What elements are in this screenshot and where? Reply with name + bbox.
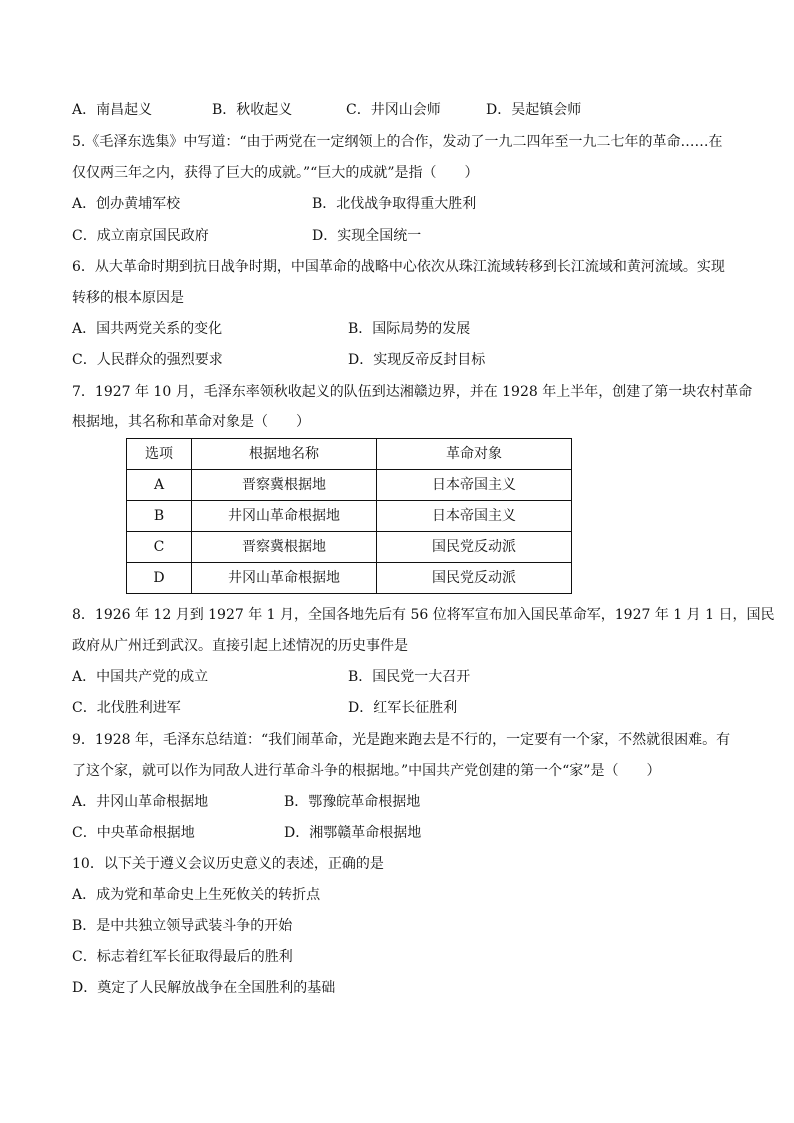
table-cell: 晋察冀根据地 [192,532,377,563]
q5-option-d[interactable]: D．实现全国统一 [312,228,422,244]
table-cell: A [127,470,192,501]
q10-option-b[interactable]: B．是中共独立领导武装斗争的开始 [72,918,293,934]
q8-option-c[interactable]: C．北伐胜利进军 [72,700,181,716]
table-cell: D [127,563,192,594]
table-cell: 井冈山革命根据地 [192,501,377,532]
q10-option-a[interactable]: A．成为党和革命史上生死攸关的转折点 [72,887,321,903]
q9-option-a[interactable]: A．井冈山革命根据地 [72,794,209,810]
table-header-row [127,439,572,470]
q8-stem-line-2: 政府从广州迁到武汉。直接引起上述情况的历史事件是 [72,638,408,654]
q6-stem-line-2: 转移的根本原因是 [72,290,184,306]
q4-option-a[interactable]: A．南昌起义 [72,102,153,118]
q6-option-c[interactable]: C．人民群众的强烈要求 [72,352,223,368]
q8-option-b[interactable]: B．国民党一大召开 [348,669,471,685]
q6-option-d[interactable]: D．实现反帝反封目标 [348,352,486,368]
table-row [127,532,572,563]
table-cell: 国民党反动派 [377,532,572,563]
q4-option-b[interactable]: B．秋收起义 [212,102,293,118]
q10-option-c[interactable]: C．标志着红军长征取得最后的胜利 [72,949,293,965]
q5-option-a[interactable]: A．创办黄埔军校 [72,196,181,212]
table-header-target: 革命对象 [377,439,572,470]
q6-stem-line-1: 6．从大革命时期到抗日战争时期，中国革命的战略中心依次从珠江流域转移到长江流域和黄河流域。实现 [72,259,725,275]
q8-option-d[interactable]: D．红军长征胜利 [348,700,458,716]
table-cell: 晋察冀根据地 [192,470,377,501]
q8-stem-line-1: 8．1926 年 12 月到 1927 年 1 月，全国各地先后有 56 位将军宣布加入国民革命军，1927 年 1 月 1 日，国民 [72,607,775,623]
table-row [127,501,572,532]
q7-stem-line-1: 7．1927 年 10 月，毛泽东率领秋收起义的队伍到达湘赣边界，并在 1928 年上半年，创建了第一块农村革命 [72,384,753,400]
table-cell: 日本帝国主义 [377,470,572,501]
table-cell: C [127,532,192,563]
table-cell: 国民党反动派 [377,563,572,594]
q5-option-b[interactable]: B．北伐战争取得重大胜利 [312,196,477,212]
table-cell: B [127,501,192,532]
q10-stem: 10．以下关于遵义会议历史意义的表述，正确的是 [72,856,384,872]
q9-option-b[interactable]: B．鄂豫皖革命根据地 [284,794,421,810]
q5-stem-line-2: 仅仅两三年之内，获得了巨大的成就。”“巨大的成就”是指（ ） [72,165,479,181]
q4-option-d[interactable]: D．吴起镇会师 [486,102,582,118]
q9-stem-line-1: 9．1928 年，毛泽东总结道：“我们闹革命，光是跑来跑去是不行的，一定要有一个家，不然就很困难。有 [72,732,731,748]
q4-option-c[interactable]: C．井冈山会师 [346,102,441,118]
table-row [127,563,572,594]
table-header-option: 选项 [127,439,192,470]
q8-option-a[interactable]: A．中国共产党的成立 [72,669,209,685]
q7-stem-line-2: 根据地，其名称和革命对象是（ ） [72,414,310,430]
table-cell: 井冈山革命根据地 [192,563,377,594]
q7-answer-table [126,438,572,594]
q10-option-d[interactable]: D．奠定了人民解放战争在全国胜利的基础 [72,980,336,996]
q5-stem-line-1: 5.《毛泽东选集》中写道：“由于两党在一定纲领上的合作，发动了一九二四年至一九二七年的革命……在 [72,134,723,150]
q6-option-a[interactable]: A．国共两党关系的变化 [72,321,223,337]
q9-stem-line-2: 了这个家，就可以作为同敌人进行革命斗争的根据地。”中国共产党创建的第一个“家”是（ ） [72,763,661,779]
q5-option-c[interactable]: C．成立南京国民政府 [72,228,209,244]
table-row [127,470,572,501]
q6-option-b[interactable]: B．国际局势的发展 [348,321,471,337]
table-cell: 日本帝国主义 [377,501,572,532]
q9-option-d[interactable]: D．湘鄂赣革命根据地 [284,825,422,841]
q9-option-c[interactable]: C．中央革命根据地 [72,825,195,841]
table-header-base-name: 根据地名称 [192,439,377,470]
